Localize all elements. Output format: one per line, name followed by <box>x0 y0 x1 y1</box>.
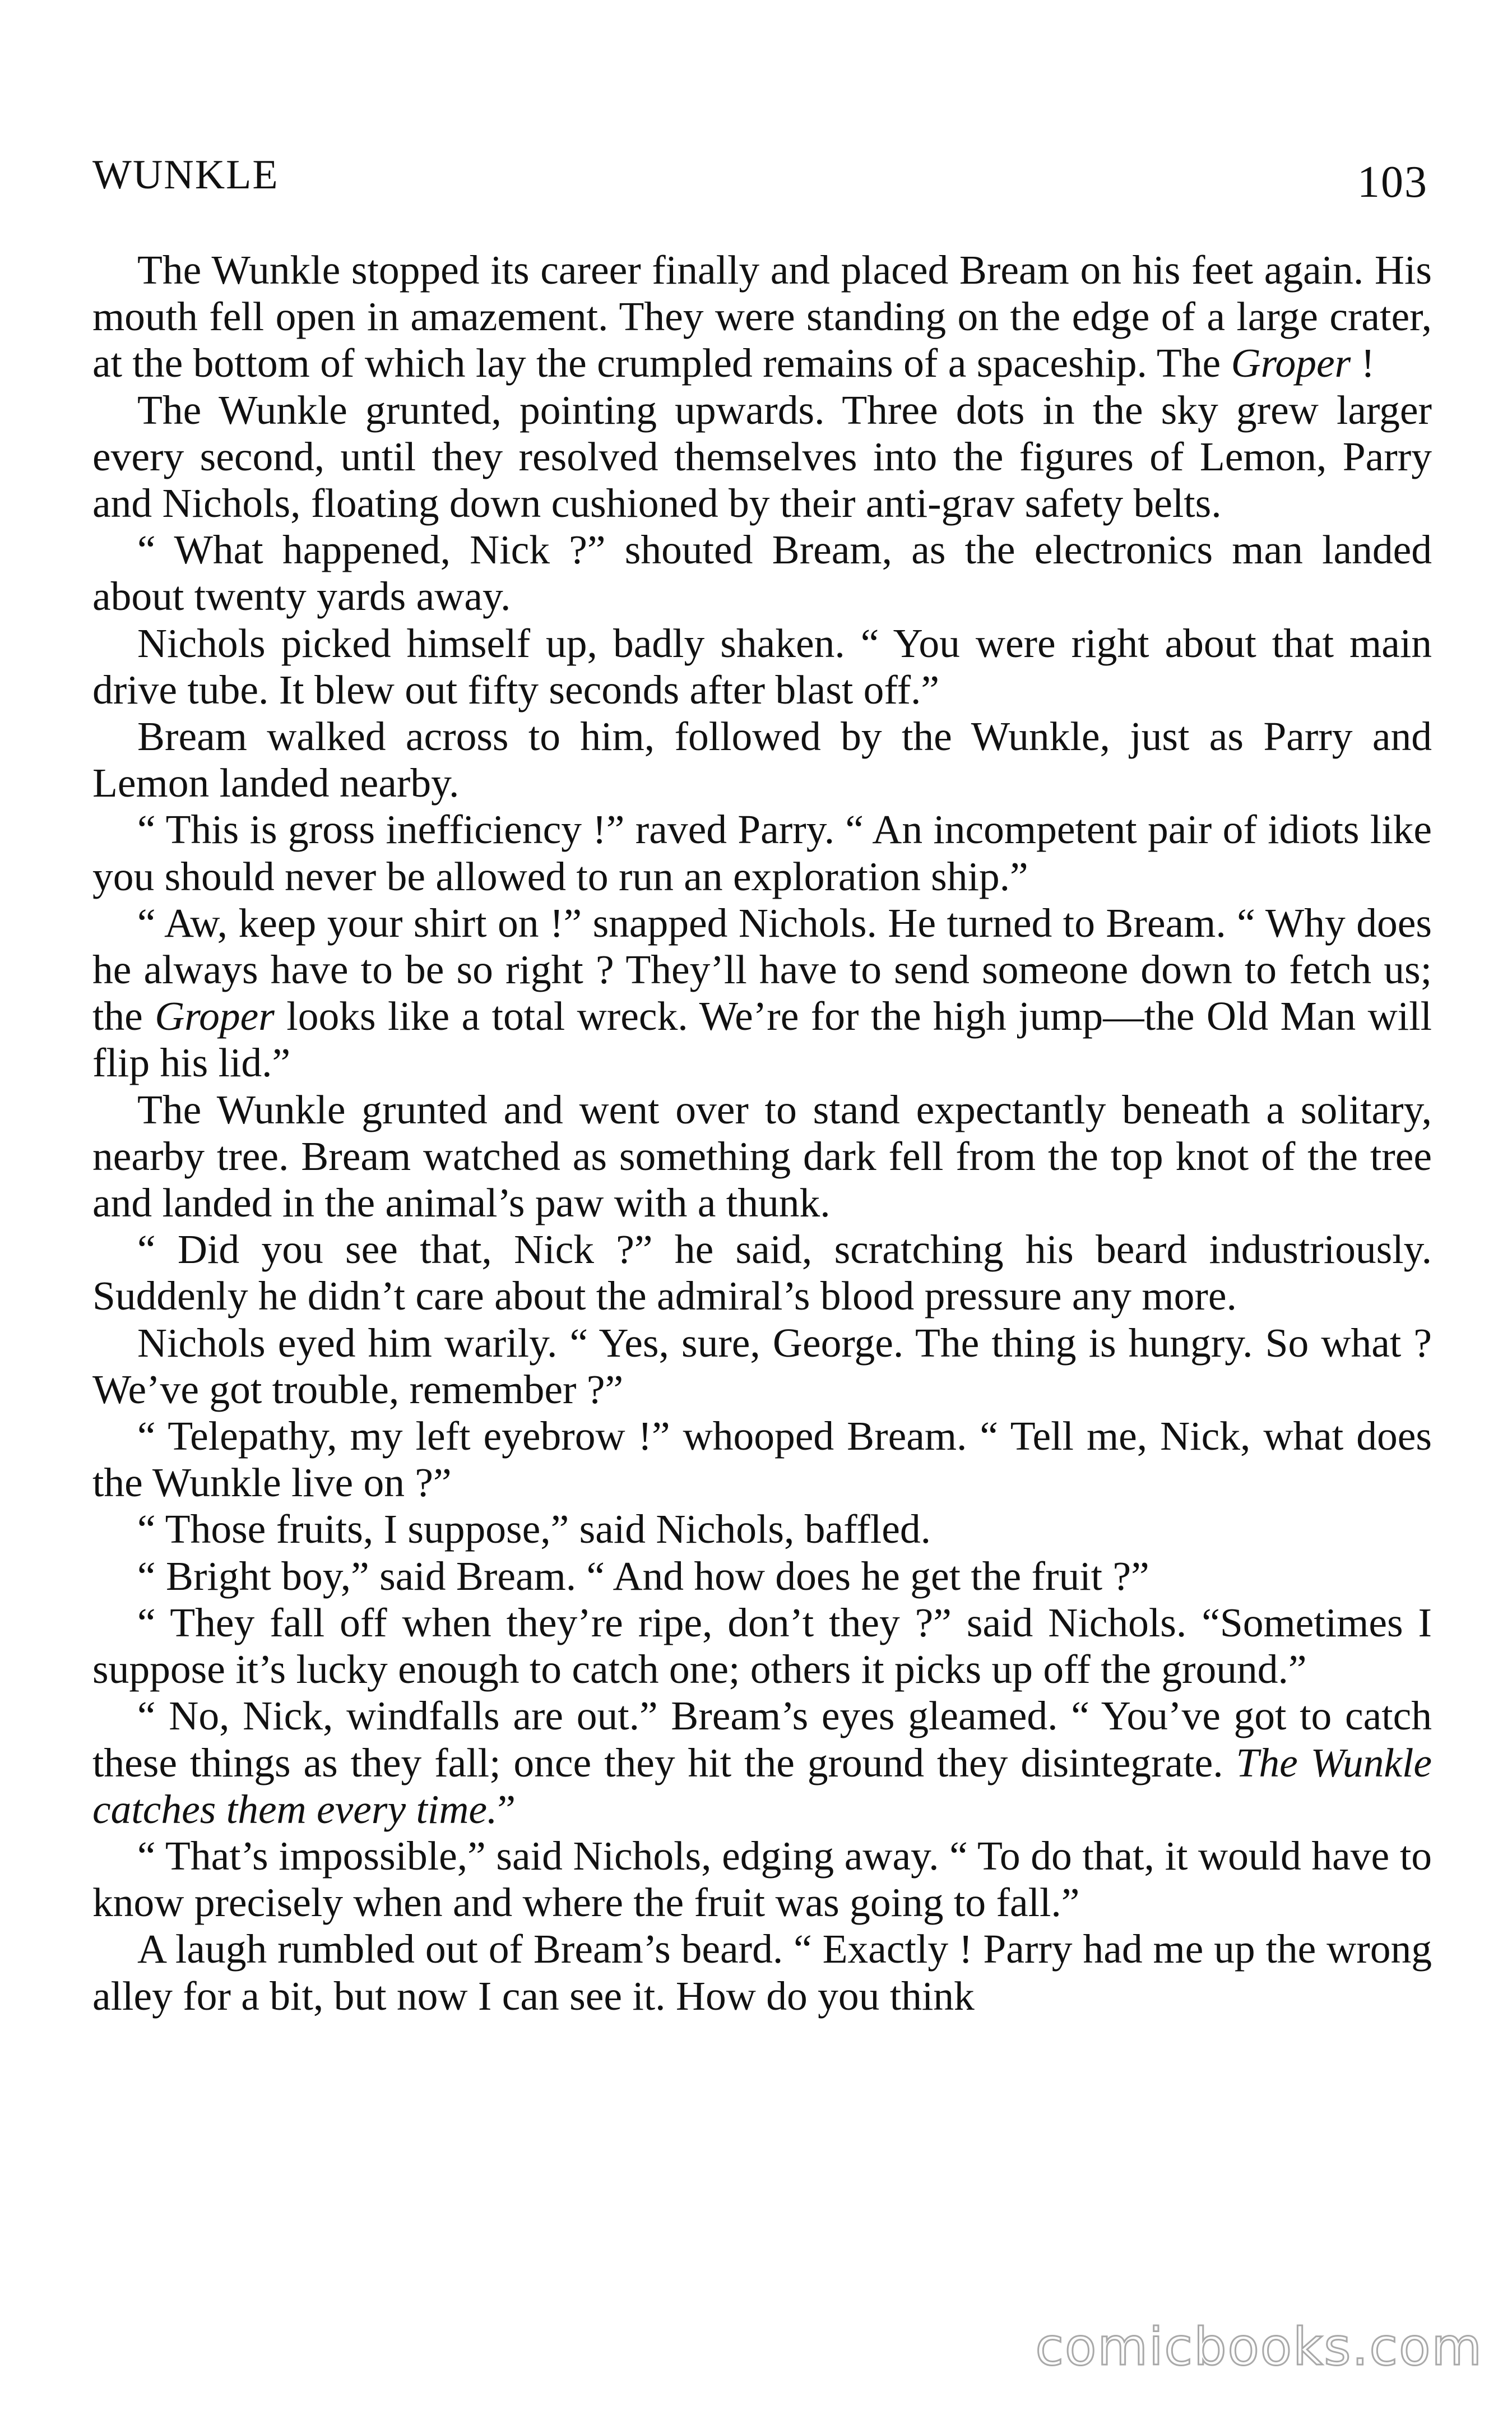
paragraph <box>92 1692 1432 1833</box>
paragraph <box>92 1833 1432 1926</box>
text-run: “ This is gross inefficiency !” raved Parry. “ An incompetent pair of idiots like you should never be allowed to run an exploration ship.” <box>92 807 1432 899</box>
text-run: “ That’s impossible,” said Nichols, edging away. “ To do that, it would have to know precisely when and where the fruit was going to fall.” <box>92 1833 1432 1926</box>
text-run: “ Bright boy,” said Bream. “ And how does he get the fruit ?” <box>137 1553 1149 1599</box>
paragraph <box>92 900 1432 1086</box>
text-run: “ No, Nick, windfalls are out.” Bream’s eyes gleamed. “ You’ve got to catch these things as they fall; once they hit the ground they disintegrate. <box>92 1693 1432 1785</box>
text-run: “ Aw, keep your shirt on !” snapped Nichols. He turned to Bream. “ Why does he always have to be so right ? They’ll have to send someone down to fetch us; the <box>92 900 1432 1039</box>
text-run: The Wunkle grunted, pointing upwards. Three dots in the sky grew larger every second, until they resolved themselves into the figures of Lemon, Parry and Nichols, floating down cushioned by their anti-grav safety belts. <box>92 387 1432 526</box>
text-run: “ Telepathy, my left eyebrow !” whooped Bream. “ Tell me, Nick, what does the Wunkle live on ?” <box>92 1413 1432 1506</box>
paragraph <box>92 620 1432 713</box>
text-run: A laugh rumbled out of Bream’s beard. “ Exactly ! Parry had me up the wrong alley for a bit, but now I can see it. How do you think <box>92 1926 1432 2019</box>
text-run: ” <box>497 1786 516 1832</box>
paragraph <box>92 1320 1432 1413</box>
italic-text: Groper <box>155 993 275 1039</box>
text-run: Nichols picked himself up, badly shaken. “ You were right about that main drive tube. It blew out fifty seconds after blast off.” <box>92 620 1432 713</box>
paragraph <box>92 247 1432 387</box>
text-run: “ They fall off when they’re ripe, don’t they ?” said Nichols. “Sometimes I suppose it’s lucky enough to catch one; others it picks up off the ground.” <box>92 1599 1432 1692</box>
paragraph <box>92 387 1432 527</box>
paragraph <box>92 1553 1432 1599</box>
body-text <box>92 247 1432 2019</box>
text-run: “ What happened, Nick ?” shouted Bream, as the electronics man landed about twenty yards away. <box>92 527 1432 619</box>
italic-text: The Wunkle catches them every time. <box>92 1740 1432 1832</box>
paragraph <box>92 1226 1432 1319</box>
text-run: The Wunkle stopped its career finally and placed Bream on his feet again. His mouth fell open in amazement. They were standing on the edge of a large crater, at the bottom of which lay the crumpled remains of a spaceship. The <box>92 247 1432 386</box>
text-run: “ Did you see that, Nick ?” he said, scratching his beard industriously. Suddenly he didn’t care about the admiral’s blood pressure any more. <box>92 1227 1432 1319</box>
text-run: “ Those fruits, I suppose,” said Nichols, baffled. <box>137 1506 931 1552</box>
text-run: The Wunkle grunted and went over to stand expectantly beneath a solitary, nearby tree. Bream watched as something dark fell from the top knot of the tree and landed in the animal’s paw with a thunk. <box>92 1086 1432 1226</box>
paragraph <box>92 1506 1432 1552</box>
paragraph <box>92 1086 1432 1227</box>
paragraph <box>92 1413 1432 1506</box>
paragraph <box>92 713 1432 806</box>
text-run: Nichols eyed him warily. “ Yes, sure, George. The thing is hungry. So what ? We’ve got trouble, remember ?” <box>92 1320 1432 1412</box>
page-number: 103 <box>1357 158 1428 207</box>
text-run: looks like a total wreck. We’re for the high jump—the Old Man will flip his lid.” <box>92 993 1432 1086</box>
watermark: comicbooks.com <box>1035 2317 1483 2377</box>
paragraph <box>92 1599 1432 1692</box>
text-run: ! <box>1351 340 1375 386</box>
italic-text: Groper <box>1231 340 1351 386</box>
chapter-title: WUNKLE <box>92 152 279 198</box>
paragraph <box>92 806 1432 899</box>
running-head <box>92 151 1428 207</box>
text-run: Bream walked across to him, followed by the Wunkle, just as Parry and Lemon landed nearby. <box>92 714 1432 806</box>
paragraph <box>92 1926 1432 2019</box>
paragraph <box>92 526 1432 619</box>
